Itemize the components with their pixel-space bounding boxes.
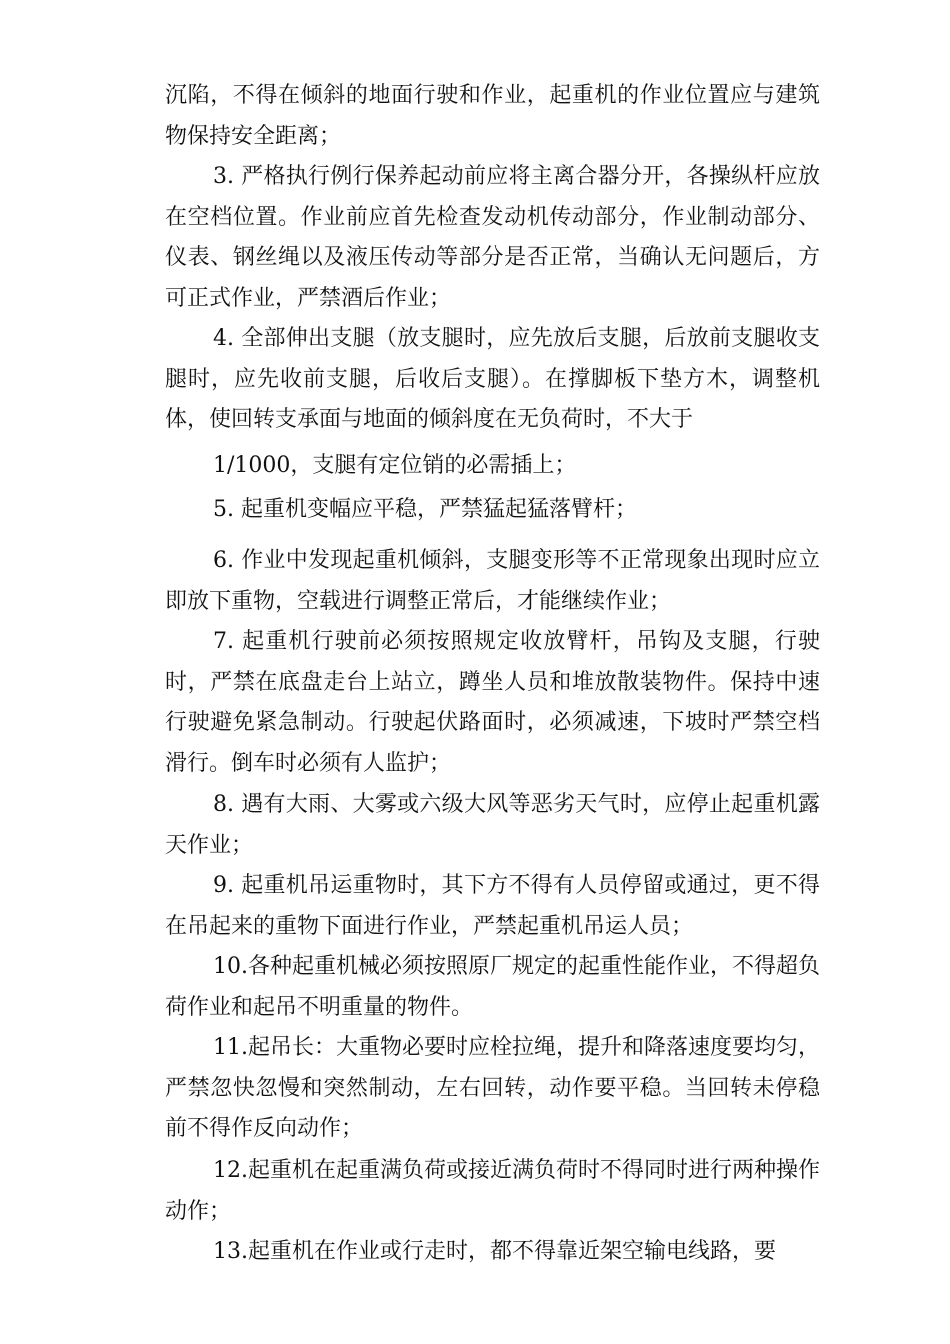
- paragraph-item-4-continuation: 1/1000，支腿有定位销的必需插上；: [213, 453, 577, 478]
- paragraph-item-12: 12.起重机在起重满负荷或接近满负荷时不得同时进行两种操作动作；: [165, 1158, 820, 1224]
- paragraph-item-4: 4. 全部伸出支腿（放支腿时，应先放后支腿，后放前支腿收支腿时，应先收前支腿，后收后支腿）。在撑脚板下垫方木，调整机体，使回转支承面与地面的倾斜度在无负荷时，不大于: [165, 326, 820, 432]
- paragraph-item-7: 7. 起重机行驶前必须按照规定收放臂杆，吊钩及支腿，行驶时，严禁在底盘走台上站立，蹲坐人员和堆放散装物件。保持中速行驶避免紧急制动。行驶起伏路面时，必须减速，下坡时严禁空档滑行。倒车时必须有人监护；: [165, 629, 820, 776]
- paragraph-item-6: 6. 作业中发现起重机倾斜，支腿变形等不正常现象出现时应立即放下重物，空载进行调整正常后，才能继续作业；: [165, 548, 820, 614]
- paragraph-item-9: 9. 起重机吊运重物时，其下方不得有人员停留或通过，更不得在吊起来的重物下面进行作业，严禁起重机吊运人员；: [165, 873, 820, 939]
- paragraph-item-5: 5. 起重机变幅应平稳，严禁猛起猛落臂杆；: [213, 497, 637, 522]
- paragraph-item-8: 8. 遇有大雨、大雾或六级大风等恶劣天气时，应停止起重机露天作业；: [165, 792, 820, 858]
- paragraph-item-13: 13.起重机在作业或行走时，都不得靠近架空输电线路，要: [213, 1239, 776, 1264]
- paragraph-item-3: 3. 严格执行例行保养起动前应将主离合器分开，各操纵杆应放在空档位置。作业前应首先检查发动机传动部分，作业制动部分、仪表、钢丝绳以及液压传动等部分是否正常，当确认无问题后，方可正式作业，严禁酒后作业；: [165, 164, 820, 311]
- paragraph-item-10: 10.各种起重机械必须按照原厂规定的起重性能作业，不得超负荷作业和起吊不明重量的物件。: [165, 954, 820, 1020]
- paragraph-item-11: 11.起吊长：大重物必要时应栓拉绳，提升和降落速度要均匀，严禁忽快忽慢和突然制动，左右回转，动作要平稳。当回转未停稳前不得作反向动作；: [165, 1035, 820, 1141]
- paragraph-continuation: 沉陷，不得在倾斜的地面行驶和作业，起重机的作业位置应与建筑物保持安全距离；: [165, 83, 820, 149]
